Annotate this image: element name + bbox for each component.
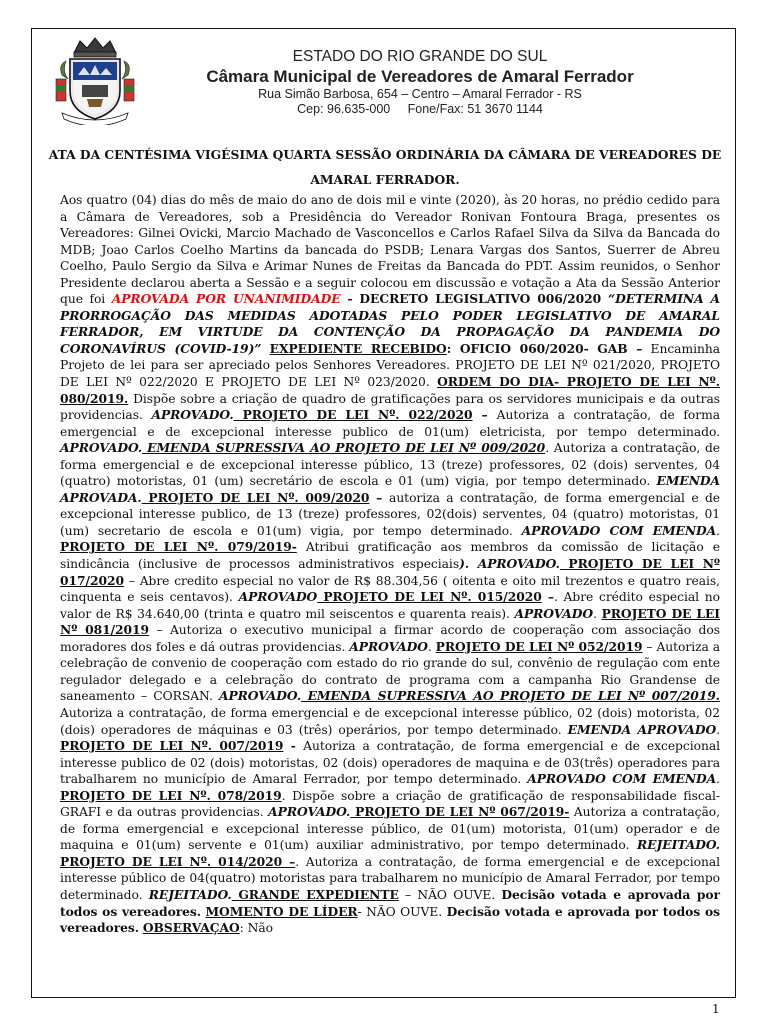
opening-text: Aos quatro (04) dias do mês de maio do ano de dois mil e vinte (2020), às 20 horas, no prédio cedido para a Câmara de Vereadores, sob a Presidência do Vereador Ronivan Fontoura Braga, presentes os Vereadores: Gilnei Ovicki, Marcio Machado de Vasconcellos e Carlos Rafael Silva da Silva da Bancada do MDB; Joao Carlos Coelho Martins da bancada do PSDB; Lenara Vargas dos Santos, Suerrer de Abreu Coelho, Paulo Sergio da Silva e Arimar Nunes de Freitas da Bancada do PDT. Assim reunidos, o Senhor Presidente declarou aberta a Sessão e a seguir colocou em discussão e votação a Ata da Sessão Anterior que foi <box>60 193 720 307</box>
result-label: APROVADO. <box>268 804 351 820</box>
result-label: APROVADO COM EMENDA <box>521 522 717 538</box>
decree-label: - DECRETO LEGISLATIVO 006/2020 <box>340 291 609 307</box>
result-label: EMENDA APROVADA. <box>60 473 720 505</box>
punctuation: . <box>716 722 720 737</box>
bill-017-2020: PROJETO DE LEI Nº 017/2020 <box>60 556 720 588</box>
grande-expediente-text: – NÃO OUVE. <box>398 887 502 902</box>
dash: – <box>472 407 497 423</box>
amendment-009-2020-text: . Autoriza a contratação, de forma emergencial e de excepcional interesse público, 13 (treze) professores, 02 (dois) serventes, 04 (quatro) motoristas, 01 (um) secretário de escola e 01 (um) vigia, por tempo determinado. <box>60 441 721 489</box>
momento-de-lider-text: - NÃO OUVE. <box>357 904 447 919</box>
bill-078-2019: PROJETO DE LEI Nº. 078/2019 <box>60 787 282 803</box>
dash: - <box>283 738 304 754</box>
punctuation: . <box>716 772 720 787</box>
result-label: ). APROVADO. <box>459 556 560 572</box>
bill-052-2019-text: – Autoriza a celebração de convenio de cooperação com estado do rio grande do sul, convênio de regulação com ente regulador delegado e a celebração do contrato de programa com a campanha Rio Grandense de saneamento – CORSAN. <box>60 639 721 704</box>
bill-080-2019: PROJETO DE LEI Nº. 080/2019. <box>60 374 720 406</box>
bill-052-2019: PROJETO DE LEI Nº 052/2019 <box>435 638 643 654</box>
bill-015-2020-text: . Abre crédito especial no valor de R$ 34.640,00 (trinta e quatro mil seiscentos e quarenta reais). <box>60 590 720 621</box>
dash: – <box>369 489 390 505</box>
result-label: APROVADO <box>349 638 428 654</box>
bill-022-2020: PROJETO DE LEI Nº. 022/2020 <box>233 407 473 423</box>
punctuation: . <box>593 606 602 621</box>
bill-007-2019: PROJETO DE LEI Nº. 007/2019 <box>60 738 284 754</box>
decision-note: Decisão votada e aprovada por todos os vereadores. <box>60 886 720 919</box>
result-label: APROVADO. <box>218 688 302 704</box>
document-title-line-1: ATA DA CENTÉSIMA VIGÉSIMA QUARTA SESSÃO ORDINÁRIA DA CÂMARA DE VEREADORES DE <box>48 147 722 162</box>
chamber-name: Câmara Municipal de Vereadores de Amaral Ferrador <box>206 67 634 86</box>
bill-079-2019: PROJETO DE LEI Nº. 079/2019- <box>60 539 297 555</box>
bill-067-2019-text: Autoriza a contratação, de forma emergencial e excepcional interesse público, de 01(um) motorista, 01(um) operador e de maquina e 01(um) servente e 01(um) auxiliar administrativo, por tempo determinado. <box>60 805 720 853</box>
punctuation: . <box>427 639 436 654</box>
result-label: APROVADO <box>514 605 594 621</box>
result-label: APROVADO. <box>151 407 234 423</box>
letterhead <box>140 48 700 117</box>
section-ordem-do-dia: ORDEM DO DIA- <box>437 374 567 390</box>
section-observacao: OBSERVAÇAO <box>142 920 240 936</box>
result-label: REJEITADO. <box>637 837 720 853</box>
address-line: Rua Simão Barbosa, 654 – Centro – Amaral Ferrador - RS <box>258 87 582 101</box>
document-title-line-2: AMARAL FERRADOR. <box>310 172 460 187</box>
page-number: 1 <box>712 1002 720 1016</box>
minutes-body <box>60 192 720 937</box>
bill-014-2020-text: . Autoriza a contratação, de forma emergencial e de excepcional interesse público de 04(quatro) motoristas para trabalharem no município de Amaral Ferrador, por tempo determinado. <box>60 854 720 902</box>
result-label: EMENDA APROVADO <box>567 721 717 737</box>
spacer <box>261 342 269 356</box>
section-grande-expediente: GRANDE EXPEDIENTE <box>231 886 399 902</box>
oficio-label: : OFICIO 060/2020- GAB – <box>446 340 643 356</box>
result-label: APROVADO <box>238 589 318 605</box>
punctuation: . <box>716 523 720 538</box>
amendment-009-2020: EMENDA SUPRESSIVA AO PROJETO DE LEI Nº 009/2020 <box>142 440 546 456</box>
municipal-coat-of-arms-icon <box>54 35 136 125</box>
bill-022-2020-text: Autoriza a contratação, de forma emergencial e de excepcional interesse publico de 01(um) eletricista, por tempo determinado. <box>60 408 720 439</box>
cep-phone-line: Cep: 96.635-000 Fone/Fax: 51 3670 1144 <box>297 102 543 116</box>
bill-014-2020: PROJETO DE LEI Nº. 014/2020 – <box>60 853 296 869</box>
result-label: APROVADO COM EMENDA <box>527 771 717 787</box>
amendment-007-2019-text: Autoriza a contratação, de forma emergencial e de excepcional interesse público, 02 (dois) motorista, 02 (dois) operadores de máquinas e 03 (três) operários, por tempo determinado. <box>60 705 720 737</box>
decree-subject: “DETERMINA A PRORROGAÇÃO DAS MEDIDAS ADOTADAS PELO PODER LEGISLATIVO DE AMARAL FERRADOR, EM VIRTUDE DA CONTENÇÃO DA PROPAGAÇÃO DA PANDEMIA DO CORONAVÍRUS (COVID-19)” <box>60 291 720 356</box>
amendment-007-2019: EMENDA SUPRESSIVA AO PROJETO DE LEI Nº 007/2019. <box>301 688 720 704</box>
bill-015-2020: PROJETO DE LEI Nº. 015/2020 <box>317 589 542 605</box>
oficio-text: Encaminha Projeto de lei para ser apreciado pelos Senhores Vereadores. PROJETO DE LEI Nº 021/2020, PROJETO DE LEI Nº 022/2020 E PROJETO DE LEI Nº 023/2020. <box>60 341 720 390</box>
bill-007-2019-text: Autoriza a contratação, de forma emergencial e de excepcional interesse publico de 02 (dois) motoristas, 02 (dois) operadores de maquina e de 03(três) operadores para trabalharem no município de Amaral Ferrador, por tempo determinado. <box>60 739 720 787</box>
result-label: APROVADO. <box>60 440 143 456</box>
bill-081-2019-text: – Autoriza o executivo municipal a firmar acordo de cooperação com associação dos moradores dos foles e dá outras providencias. <box>60 623 720 654</box>
state-name: ESTADO DO RIO GRANDE DO SUL <box>292 48 548 65</box>
bill-017-2020-text: – Abre credito especial no valor de R$ 88.304,56 ( oitenta e oito mil trezentos e quatro reais, cinquenta e seis centavos). <box>60 573 720 605</box>
decision-note: Decisão votada e aprovada por todos os vereadores. <box>60 903 720 936</box>
approval-result: APROVADA POR UNANIMIDADE <box>111 291 341 307</box>
bill-009-2020-text: autoriza a contratação, de forma emergencial e de excepcional interesse publico, de 13 (treze) professores, 02(dois) serventes, 04 (quatro) motoristas, 01 (um) secretario de escola e 01(um) vigia, por tempo determinado. <box>60 490 720 538</box>
section-expediente-recebido: EXPEDIENTE RECEBIDO <box>269 340 447 356</box>
observacao-text: : Não <box>239 921 273 936</box>
bill-079-2019-text: Atribui gratificação aos membros da comissão de licitação e sindicância (inclusive de processos administrativos especiais <box>60 540 720 572</box>
bill-081-2019: PROJETO DE LEI Nº 081/2019 <box>60 605 721 638</box>
dash: – <box>541 589 554 605</box>
bill-009-2020: PROJETO DE LEI Nº. 009/2020 <box>141 489 370 505</box>
document-title <box>40 142 730 192</box>
section-momento-de-lider: MOMENTO DE LÍDER <box>205 903 358 919</box>
bill-067-2019: PROJETO DE LEI Nº 067/2019- <box>350 804 570 820</box>
result-label: REJEITADO. <box>148 886 232 902</box>
minutes-paragraph <box>60 192 720 937</box>
bill-078-2019-text: . Dispõe sobre a criação de gratificação de responsabilidade fiscal- GRAFI e da outras providencias. <box>60 788 720 820</box>
bill-080-2019-text: Dispõe sobre a criação de quadro de gratificações para os servidores municipais e da outras providencias. <box>60 391 720 423</box>
